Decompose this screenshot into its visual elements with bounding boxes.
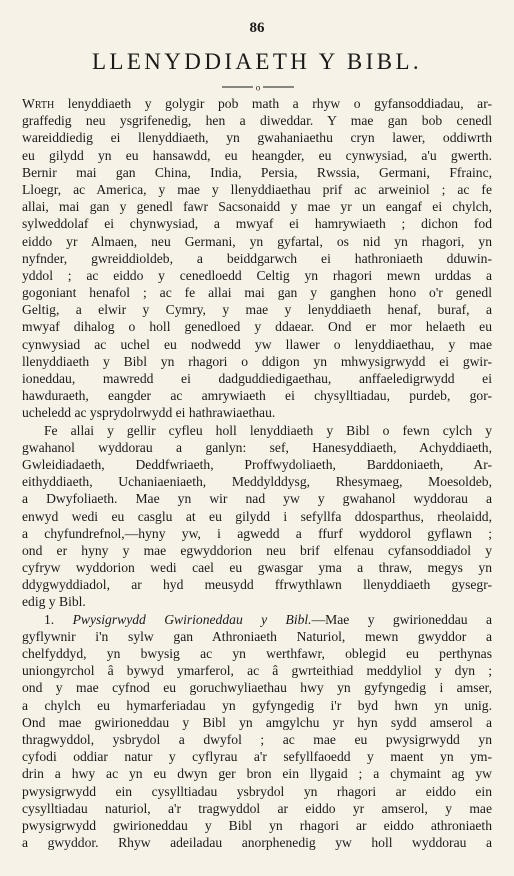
line-text: ond er hyny y mae egwyddorion neu brif elfenau cyfansoddiadol y bbox=[22, 542, 492, 558]
line-text: a Dwyfoliaeth. Mae yn wir nad yw y gwahanol wyddorau a bbox=[22, 491, 492, 507]
text-line bbox=[22, 181, 492, 198]
line-text: graffedig neu ysgrifenedig, hen a diweddar. Y mae gan bob cenedl bbox=[22, 113, 492, 129]
text-line bbox=[22, 233, 492, 250]
text-line bbox=[22, 714, 492, 731]
title-ornament-rule bbox=[222, 82, 294, 92]
text-line bbox=[22, 679, 492, 696]
line-text: pwysigrwydd ein cysylltiadau ysbrydol yn rhagori ar eiddo ein bbox=[22, 783, 492, 799]
text-line bbox=[22, 267, 492, 284]
line-text: lenyddiaeth y golygir pob math a rhyw o gyfansoddiadau, ar- bbox=[54, 96, 492, 111]
line-text: ond y mae cyfnod eu goruchwyliaethau hwy yn gyfyngedig i amser, bbox=[22, 680, 492, 696]
text-line bbox=[22, 783, 492, 800]
line-text: sylweddolaf ei chynwysiad, a mwyaf ei hamrywiaeth ; dichon fod bbox=[22, 216, 492, 232]
line-text: allai, mai gan y genedl fawr Sacsonaidd y mae yr un eangaf ei chylch, bbox=[22, 199, 492, 215]
line-text: thragwyddol, ysbrydol a dwyfol ; ac mae eu pwysigrwydd yn bbox=[22, 731, 492, 747]
text-line bbox=[22, 422, 492, 439]
line-text: uniongyrchol â bywyd ymarferol, ac â gwrteithiad meddyliol y dyn ; bbox=[22, 663, 492, 679]
text-line bbox=[22, 456, 492, 473]
line-text: drin a hwy ac yn eu dwyn ger bron ein llygaid ; a chymaint ag yw bbox=[22, 766, 492, 782]
lead-word: Wrth bbox=[22, 96, 55, 111]
text-line bbox=[22, 318, 492, 335]
line-text: enwyd wedi eu casglu at eu gilydd i sefyllfa ddosparthus, rheolaidd, bbox=[22, 508, 492, 524]
line-text: cysylltiadau naturiol, a'r tragwyddol ar eiddo yr amserol, y mae bbox=[22, 800, 492, 816]
line-text: Bernir mai gan China, India, Persia, Rwssia, Germani, Ffrainc, bbox=[22, 164, 492, 180]
line-text: edig y Bibl. bbox=[22, 594, 86, 610]
section-heading: Pwysigrwydd Gwirioneddau y Bibl. bbox=[72, 611, 312, 627]
ornament-mark: o bbox=[255, 82, 261, 92]
line-text: cyfryw wyddorion wedi cael eu gwasgar yma a thraw, megys yn bbox=[22, 560, 492, 576]
text-line bbox=[22, 353, 492, 370]
text-line bbox=[22, 301, 492, 318]
paragraph bbox=[22, 611, 492, 852]
line-text: eu gilydd yn eu hansawdd, eu heangder, eu cynwysiad, a'u gwerth. bbox=[22, 147, 492, 163]
text-line bbox=[22, 576, 492, 593]
line-text: Fe allai y gellir cyfleu holl lenyddiaeth y Bibl o fewn cylch y bbox=[44, 422, 492, 438]
line-text: cyfodi oddiar natur y cyflyrau a'r sefyllfaoedd y maent yn ym- bbox=[22, 749, 492, 765]
text-line bbox=[22, 731, 492, 748]
text-line bbox=[22, 112, 492, 129]
text-line bbox=[22, 834, 492, 851]
text-line bbox=[22, 593, 492, 610]
line-text: gwahanol wyddorau a ganlyn: sef, Hanesyddiaeth, Achyddiaeth, bbox=[22, 439, 492, 455]
section-number: 1. bbox=[44, 611, 73, 627]
line-text: Lloegr, ac America, y mae y llenyddiaethau prif ac arweiniol ; ac fe bbox=[22, 181, 492, 197]
text-line bbox=[22, 611, 492, 628]
text-line bbox=[22, 508, 492, 525]
text-line bbox=[22, 473, 492, 490]
line-text: nyfnder, gwreiddioldeb, a beiddgarwch ei hathroniaeth dduwin- bbox=[22, 250, 492, 266]
text-line bbox=[22, 542, 492, 559]
line-text: yddol ; ac eiddo y cenedloedd Celtig yn rhagori mewn urddas a bbox=[22, 267, 492, 283]
line-text: Gwleidiadaeth, Deddfwriaeth, Proffwydoliaeth, Barddoniaeth, Ar- bbox=[22, 456, 492, 472]
line-text: ddygwyddiadol, ar hyd meusydd ffrwythlawn llenyddiaeth gysegr- bbox=[22, 577, 492, 593]
text-line bbox=[22, 164, 492, 181]
body-text bbox=[22, 95, 492, 851]
line-text: —Mae y gwirioneddau a bbox=[311, 611, 492, 627]
line-text: ucheledd ac ysprydolrwydd ei hathrawiaethau. bbox=[22, 405, 276, 421]
text-line bbox=[22, 439, 492, 456]
text-line bbox=[22, 404, 492, 421]
text-line bbox=[22, 490, 492, 507]
text-line bbox=[22, 765, 492, 782]
line-text: gogoniant henafol ; ac fe allai mai gan y ganghen hono o'r genedl bbox=[22, 285, 492, 301]
line-text: hawduraeth, eangder ac amrywiaeth ei chysylltiadau, purdeb, gor- bbox=[22, 388, 492, 404]
text-line bbox=[22, 800, 492, 817]
line-text: Ond mae gwirioneddau y Bibl yn amgylchu yr hyn sydd amserol a bbox=[22, 714, 492, 730]
line-text: llenyddiaeth y Bibl yn rhagori o ddigon yn mhwysigrwydd ei gwir- bbox=[22, 353, 492, 369]
paragraph bbox=[22, 95, 492, 422]
line-text: cynwysiad ac uchel eu nodwedd yw llawer o lenyddiaethau, y mae bbox=[22, 336, 492, 352]
paragraph bbox=[22, 422, 492, 611]
text-line bbox=[22, 817, 492, 834]
line-text: a chyfundrefnol,—hyny yw, i agwedd a ffurf wyddorol gyflawn ; bbox=[22, 525, 492, 541]
text-line bbox=[22, 215, 492, 232]
text-line bbox=[22, 336, 492, 353]
line-text: mwyaf dihalog o holl genedloed y ddaear. Ond er mor helaeth eu bbox=[22, 319, 492, 335]
chapter-title: LLENYDDIAETH Y BIBL. bbox=[91, 49, 423, 74]
line-text: gyflywnir i'n sylw gan Athroniaeth Naturiol, mewn gwyddor a bbox=[22, 628, 492, 644]
line-text: Geltig, a elwir y Cymry, y mae y lenyddiaeth henaf, buraf, a bbox=[22, 302, 492, 318]
line-text: eithyddiaeth, Uchaniaeniaeth, Meddylddysg, Rhesymaeg, Moesoldeb, bbox=[22, 474, 492, 490]
text-line bbox=[22, 628, 492, 645]
text-line bbox=[22, 645, 492, 662]
text-line bbox=[22, 198, 492, 215]
text-line bbox=[22, 284, 492, 301]
line-text: chelfyddyd, yn bwysig ac yn werthfawr, oblegid eu perthynas bbox=[22, 646, 492, 661]
line-text: pwysigrwydd gwirioneddau y Bibl yn rhagori ar eiddo athroniaeth bbox=[22, 817, 492, 833]
text-line bbox=[22, 662, 492, 679]
text-line bbox=[22, 370, 492, 387]
line-text: eiddo yr Almaen, neu Germani, yn gyfartal, os nid yn rhagori, yn bbox=[22, 233, 492, 249]
line-text: a gwyddor. Rhyw adeiladau anorphenedig yw holl wyddorau a bbox=[22, 835, 492, 851]
text-line bbox=[22, 250, 492, 267]
text-line bbox=[22, 697, 492, 714]
text-line bbox=[22, 559, 492, 576]
page-number: 86 bbox=[249, 20, 265, 36]
text-line bbox=[22, 525, 492, 542]
line-text: ioneddau, mawredd ei dadguddiedigaethau, anffaeledigrwydd ei bbox=[22, 371, 492, 386]
text-line bbox=[22, 129, 492, 146]
text-line bbox=[22, 95, 492, 112]
text-line bbox=[22, 387, 492, 404]
line-text: a chylch eu hymarferiadau yn gyfyngedig i'r byd hwn yn unig. bbox=[22, 697, 492, 713]
text-line bbox=[22, 147, 492, 164]
line-text: wareiddiedig ei llenyddiaeth, yn gwahaniaethu cryn lawer, oddiwrth bbox=[22, 130, 492, 146]
text-line bbox=[22, 748, 492, 765]
